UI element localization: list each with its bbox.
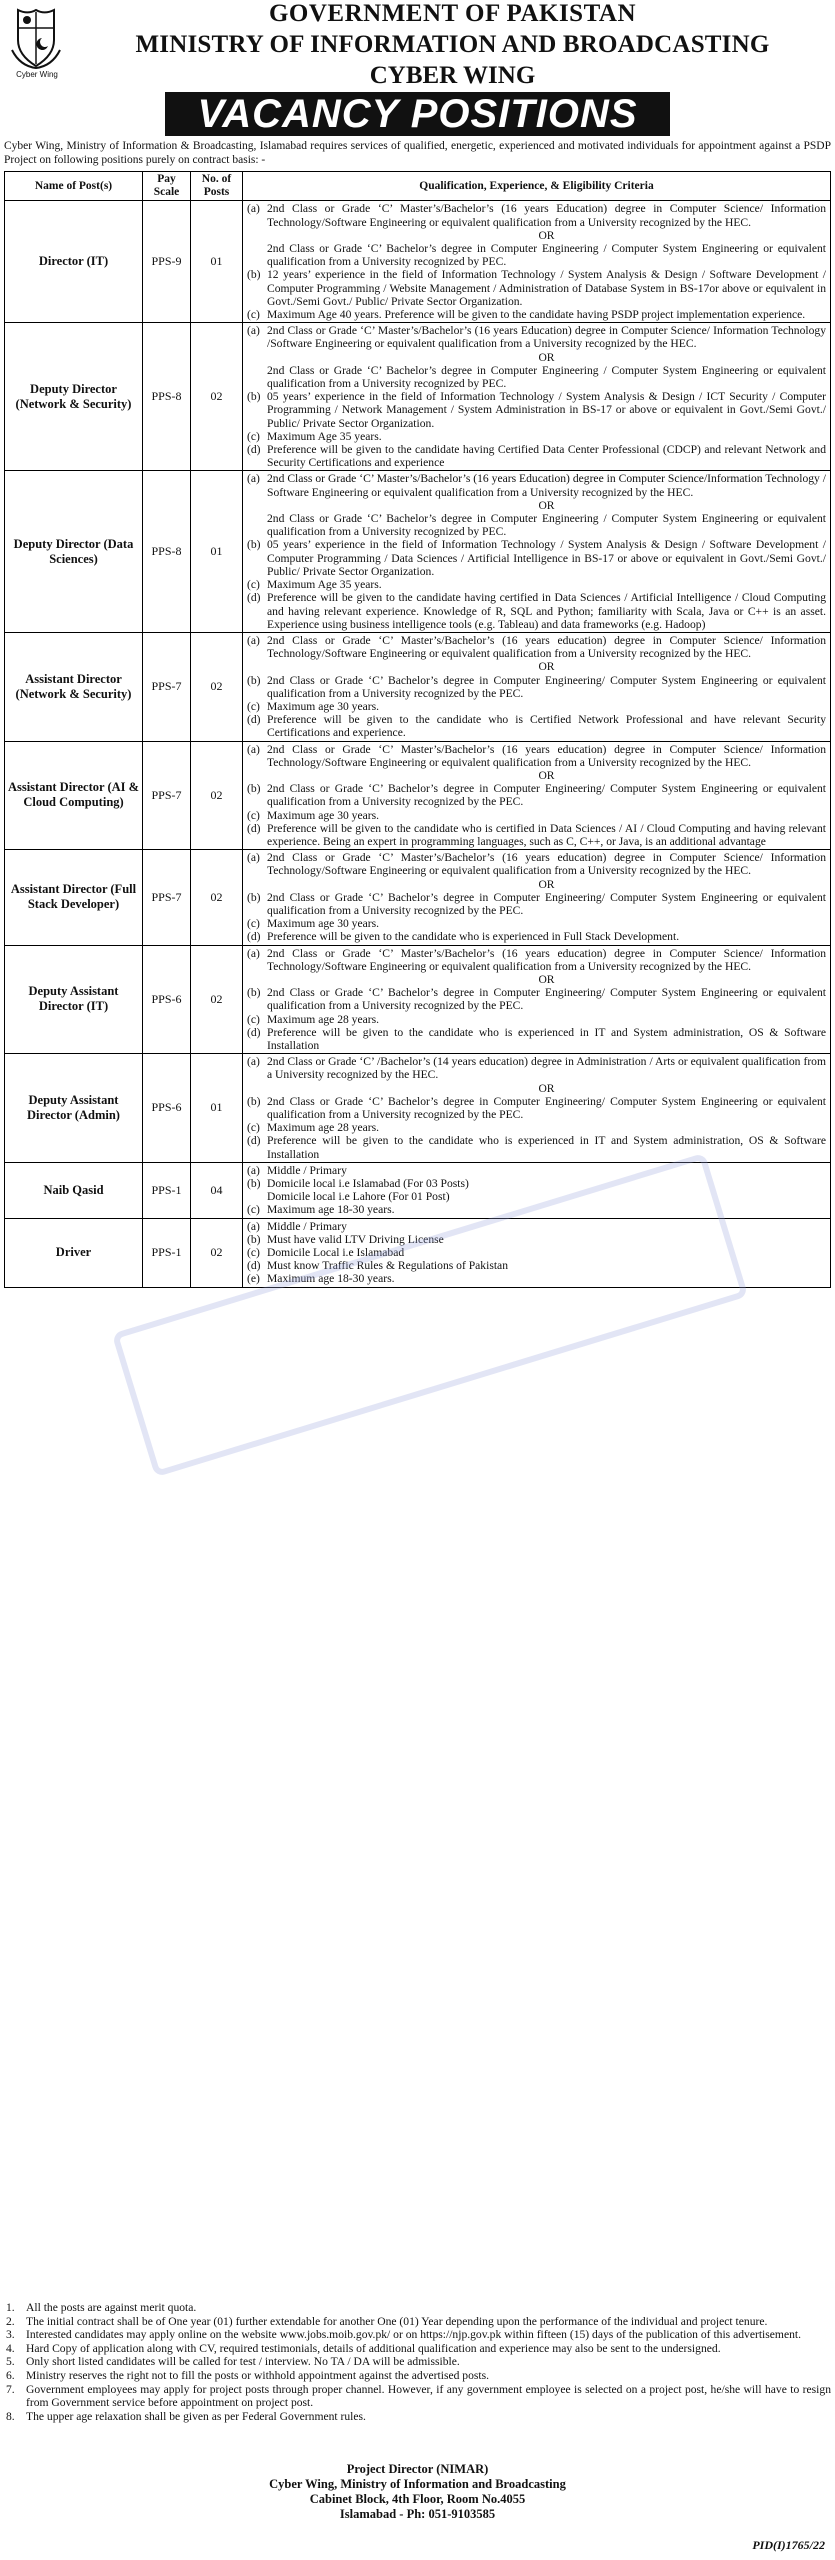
criteria-item	[245, 1233, 826, 1246]
table-header-row	[5, 172, 831, 201]
table-row	[5, 1162, 831, 1218]
criteria-item	[245, 1095, 826, 1121]
vacancy-table-body	[5, 201, 831, 1287]
post-count: 02	[191, 741, 243, 850]
criteria-item	[245, 1246, 826, 1259]
note-number: 6.	[6, 2368, 15, 2382]
post-name: Deputy Director (Network & Security)	[5, 323, 143, 471]
post-count: 01	[191, 471, 243, 632]
criteria-label: (d)	[247, 1025, 261, 1039]
criteria-item	[245, 1272, 826, 1285]
criteria-item	[245, 578, 826, 591]
notes-list	[4, 2301, 831, 2423]
post-count: 02	[191, 850, 243, 945]
criteria-label: (a)	[247, 633, 260, 647]
post-count: 01	[191, 201, 243, 323]
criteria-cell	[243, 1054, 831, 1163]
note-number: 1.	[6, 2301, 15, 2314]
pid-number: PID(I)1765/22	[752, 2538, 825, 2552]
criteria-or: OR	[538, 660, 555, 674]
criteria-item	[245, 634, 826, 660]
criteria-label: (a)	[247, 851, 260, 865]
criteria-cell	[243, 471, 831, 632]
note-number: 7.	[6, 2382, 15, 2396]
post-name: Assistant Director (Network & Security)	[5, 632, 143, 741]
note-item	[4, 2369, 831, 2383]
criteria-label: (c)	[247, 429, 260, 443]
criteria-item	[245, 1134, 826, 1160]
criteria-item	[245, 1203, 826, 1216]
criteria-cell	[243, 323, 831, 471]
criteria-label: (b)	[247, 390, 261, 404]
criteria-text: Preference will be given to the candidate who is Certified Network Professional and have relevant Security Certifications and experience.	[267, 713, 826, 740]
note-text: Interested candidates may apply online on the website www.jobs.moib.gov.pk/ or on https://njp.gov.pk within fifteen (15) days of the publication of this advertisement.	[26, 2328, 802, 2342]
criteria-or: OR	[538, 1081, 555, 1095]
table-row	[5, 850, 831, 945]
banner-wrap	[4, 92, 831, 136]
criteria-label: (a)	[247, 472, 260, 486]
post-name: Deputy Assistant Director (Admin)	[5, 1054, 143, 1163]
criteria-label: (b)	[247, 1232, 261, 1246]
post-name: Driver	[5, 1218, 143, 1287]
criteria-item	[245, 591, 826, 631]
criteria-or: OR	[538, 350, 555, 364]
criteria-text: Maximum Age 35 years.	[267, 429, 382, 443]
ministry-title: MINISTRY OF INFORMATION AND BROADCASTING	[135, 31, 770, 58]
criteria-text: Preference will be given to the candidate who is certified in Data Sciences / AI / Cloud Computing and having relevant experience. Being an expert in programming languages, such as C, C++, or Java, is an additional advantage	[267, 821, 826, 848]
table-row	[5, 1218, 831, 1287]
criteria-item	[245, 782, 826, 808]
criteria-label: (c)	[247, 1121, 260, 1135]
criteria-item	[245, 986, 826, 1012]
table-row	[5, 1054, 831, 1163]
government-title: GOVERNMENT OF PAKISTAN	[268, 0, 637, 27]
criteria-text: 2nd Class or Grade ‘C’ Master’s/Bachelor’s (16 years education) degree in Computer Science/ Information Technology/Software Engineering or equivalent qualification from a University recognized by the HEC.	[267, 851, 826, 878]
criteria-text: Maximum Age 35 years.	[267, 578, 382, 592]
vacancy-table	[4, 171, 831, 1288]
criteria-label: (c)	[247, 699, 260, 713]
criteria-text: 2nd Class or Grade ‘C’ Master’s/Bachelor’s (16 years education) degree in Computer Science/ Information Technology/Software Engineering or equivalent qualification from a University recognized by the HEC.	[267, 946, 826, 973]
criteria-label: (d)	[247, 1134, 261, 1148]
criteria-text: 2nd Class or Grade ‘C’ Master’s/Bachelor’s (16 years Education) degree in Computer Science/ Information Technology/Software Engineering or equivalent qualification from a University recognized by the HEC.	[267, 202, 826, 229]
criteria-label: (b)	[247, 538, 261, 552]
note-text: Ministry reserves the right not to fill the posts or withhold appointment against the advertised posts.	[26, 2368, 490, 2382]
criteria-label: (a)	[247, 742, 260, 756]
criteria-item	[245, 1259, 826, 1272]
criteria-item	[245, 930, 826, 943]
header-scale: Pay Scale	[143, 172, 191, 201]
criteria-item	[245, 390, 826, 430]
criteria-label: (d)	[247, 1259, 261, 1273]
criteria-or: OR	[538, 768, 555, 782]
criteria-text: Maximum Age 40 years. Preference will be given to the candidate having PSDP project implementation experience.	[267, 308, 806, 322]
criteria-label: (a)	[247, 324, 260, 338]
criteria-item	[245, 1164, 826, 1177]
pay-scale: PPS-7	[143, 632, 191, 741]
table-row	[5, 741, 831, 850]
criteria-item	[245, 1190, 826, 1203]
note-text: The initial contract shall be of One year (01) further extendable for another One (01) Year depending upon the performance of the individual and project tenure.	[26, 2314, 768, 2328]
header	[4, 0, 831, 136]
header-count: No. of Posts	[191, 172, 243, 201]
criteria-item	[245, 713, 826, 739]
note-item	[4, 2383, 831, 2410]
criteria-text: Domicile local i.e Islamabad (For 03 Posts)	[267, 1177, 469, 1191]
criteria-or: OR	[538, 972, 555, 986]
criteria-item	[245, 538, 826, 578]
criteria-item	[245, 822, 826, 848]
criteria-text: 2nd Class or Grade ‘C’ Master’s/Bachelor’s (16 years education) degree in Computer Science/ Information Technology/Software Engineering or equivalent qualification from a University recognized by the HEC.	[267, 742, 826, 769]
criteria-cell	[243, 741, 831, 850]
criteria-text: 2nd Class or Grade ‘C’ Bachelor’s degree in Computer Engineering/ Computer System Engineering or equivalent qualification from a University recognized by the PEC.	[267, 986, 826, 1013]
criteria-text: 2nd Class or Grade ‘C’ Master’s/Bachelor’s (16 years education) degree in Computer Science/ Information Technology/Software Engineering or equivalent qualification from a University recognized by the HEC.	[267, 633, 826, 661]
table-row	[5, 945, 831, 1054]
note-item	[4, 2328, 831, 2342]
note-item	[4, 2301, 831, 2315]
post-count: 02	[191, 323, 243, 471]
criteria-label: (b)	[247, 268, 261, 282]
criteria-text: Preference will be given to the candidate who is experienced in IT and System administration, OS & Software Installation	[267, 1025, 826, 1052]
note-text: Hard Copy of application along with CV, required testimonials, details of additional qualification and experience may also be sent to the undersigned.	[26, 2341, 721, 2355]
state-emblem-icon	[10, 6, 62, 70]
criteria-text: 05 years’ experience in the field of Information Technology / System Analysis & Design / Software Development / Computer Programming / Data Sciences / Artificial Intelligence in BS-17 or above or equivalent in Govt./Semi Govt./ Public/ Private Sector Organization.	[267, 538, 826, 578]
criteria-item	[245, 1121, 826, 1134]
pay-scale: PPS-7	[143, 850, 191, 945]
criteria-item	[245, 443, 826, 469]
criteria-label: (a)	[247, 946, 260, 960]
note-text: Government employees may apply for project posts through proper channel. However, if any government employee is selected on a project post, he/she will have to resign from Government service before appointment on project post.	[26, 2382, 831, 2410]
table-row	[5, 201, 831, 323]
note-number: 8.	[6, 2409, 15, 2423]
note-number: 2.	[6, 2314, 15, 2328]
note-item	[4, 2410, 831, 2424]
note-number: 3.	[6, 2328, 15, 2342]
criteria-cell	[243, 850, 831, 945]
criteria-item	[245, 1177, 826, 1190]
note-text: Only short listed candidates will be called for test / interview. No TA / DA will be admissible.	[26, 2355, 460, 2369]
criteria-text: Preference will be given to the candidate who is experienced in IT and System administration, OS & Software Installation	[267, 1134, 826, 1161]
post-count: 01	[191, 1054, 243, 1163]
note-item	[4, 2355, 831, 2369]
pay-scale: PPS-6	[143, 945, 191, 1054]
criteria-item	[245, 947, 826, 973]
criteria-cell	[243, 1162, 831, 1218]
criteria-text: 2nd Class or Grade ‘C’ Bachelor’s degree in Computer Engineering / Computer System Engineering or equivalent qualification from a University recognized by PEC.	[267, 512, 826, 539]
criteria-text: 12 years’ experience in the field of Information Technology / System Analysis & Design / Software Development / Computer Programming / Website Management / Administration of Database System in BS-17or above or equivalent in Govt./Semi Govt./ Public/ Private Sector Organization.	[267, 268, 826, 308]
criteria-item	[245, 917, 826, 930]
criteria-text: Middle / Primary	[267, 1219, 347, 1233]
signatory-address: Cabinet Block, 4th Floor, Room No.4055	[309, 2492, 526, 2506]
criteria-cell	[243, 632, 831, 741]
criteria-item	[245, 268, 826, 308]
pay-scale: PPS-6	[143, 1054, 191, 1163]
criteria-text: 2nd Class or Grade ‘C’ Bachelor’s degree in Computer Engineering/ Computer System Engineering or equivalent qualification from a University recognized by the PEC.	[267, 1094, 826, 1122]
criteria-text: Maximum age 28 years.	[267, 1012, 380, 1026]
signatory-block	[0, 2462, 835, 2522]
criteria-text: Must have valid LTV Driving License	[267, 1232, 444, 1246]
criteria-label: (d)	[247, 443, 261, 457]
criteria-text: Maximum age 18-30 years.	[267, 1203, 395, 1217]
post-name: Deputy Director (Data Sciences)	[5, 471, 143, 632]
criteria-label: (b)	[247, 1177, 261, 1191]
criteria-label: (c)	[247, 917, 260, 931]
signatory-phone: Islamabad - Ph: 051-9103585	[339, 2507, 496, 2521]
criteria-label: (b)	[247, 1094, 261, 1108]
criteria-item	[245, 308, 826, 321]
note-number: 5.	[6, 2355, 15, 2369]
criteria-cell	[243, 945, 831, 1054]
criteria-item	[245, 700, 826, 713]
criteria-label: (a)	[247, 1163, 260, 1177]
criteria-text: 2nd Class or Grade ‘C’ Bachelor’s degree in Computer Engineering/ Computer System Engineering or equivalent qualification from a University recognized by the PEC.	[267, 890, 826, 917]
criteria-text: 2nd Class or Grade ‘C’ Bachelor’s degree in Computer Engineering/ Computer System Engineering or equivalent qualification from a University recognized by the PEC.	[267, 782, 826, 809]
criteria-text: Preference will be given to the candidate having certified in Data Sciences / Artificial Intelligence / Cloud Computing and having relevant experience. Knowledge of R, SQL and Python; familiarity with Scala, Java or C++ is an asset. Experience using business intelligence tools (e.g. Tableau) and data frameworks (e.g. Hadoop)	[267, 591, 826, 631]
criteria-label: (c)	[247, 1012, 260, 1026]
criteria-text: Maximum age 30 years.	[267, 917, 380, 931]
post-count: 02	[191, 632, 243, 741]
criteria-label: (a)	[247, 1219, 260, 1233]
criteria-item	[245, 1026, 826, 1052]
header-post: Name of Post(s)	[5, 172, 143, 201]
criteria-cell	[243, 201, 831, 323]
table-row	[5, 632, 831, 741]
pay-scale: PPS-8	[143, 471, 191, 632]
criteria-text: Preference will be given to the candidate having Certified Data Center Professional (CDCP) and relevant Network and Security Certifications and experience	[267, 443, 826, 470]
criteria-text: Maximum age 28 years.	[267, 1121, 380, 1135]
criteria-item	[245, 472, 826, 498]
criteria-text: Middle / Primary	[267, 1163, 347, 1177]
note-item	[4, 2315, 831, 2329]
criteria-item	[245, 1013, 826, 1026]
emblem-caption: Cyber Wing	[16, 70, 58, 79]
criteria-text: 2nd Class or Grade ‘C’ Master’s/Bachelor’s (16 years Education) degree in Computer Science/Information Technology / Software Engineering or equivalent qualification from a University recognized by the HEC.	[267, 472, 826, 499]
note-number: 4.	[6, 2341, 15, 2355]
criteria-item	[245, 1220, 826, 1233]
table-row	[5, 471, 831, 632]
criteria-text: 05 years’ experience in the field of Information Technology / System Analysis & Design / ICT Security / Computer Programming / Network Management / System Administration in BS-17 or above or equivalent in Govt./Semi Govt./ Public/ Private Sector Organization.	[267, 390, 826, 430]
criteria-or: OR	[538, 228, 555, 242]
criteria-label: (d)	[247, 821, 261, 835]
pay-scale: PPS-7	[143, 741, 191, 850]
note-text: All the posts are against merit quota.	[26, 2301, 197, 2314]
signatory-title: Project Director (NIMAR)	[346, 2462, 489, 2476]
criteria-label: (d)	[247, 713, 261, 727]
criteria-label: (c)	[247, 1246, 260, 1260]
criteria-item	[245, 1055, 826, 1081]
intro-paragraph: Cyber Wing, Ministry of Information & Broadcasting, Islamabad requires services of qualified, energetic, experienced and motivated individuals for appointment against a PSDP Project on following positions purely on contract basis: -	[4, 140, 831, 166]
header-criteria: Qualification, Experience, & Eligibility Criteria	[243, 172, 831, 201]
note-item	[4, 2342, 831, 2356]
criteria-item	[245, 364, 826, 390]
criteria-text: 2nd Class or Grade ‘C’ /Bachelor’s (14 years education) degree in Administration / Arts or equivalent qualification from a University recognized by the HEC.	[267, 1055, 826, 1082]
post-count: 04	[191, 1162, 243, 1218]
criteria-text: 2nd Class or Grade ‘C’ Bachelor’s degree in Computer Engineering / Computer System Engineering or equivalent qualification from a University recognized by PEC.	[267, 242, 826, 269]
criteria-label: (d)	[247, 591, 261, 605]
criteria-item	[245, 743, 826, 769]
criteria-item	[245, 891, 826, 917]
criteria-label: (e)	[247, 1272, 260, 1286]
post-name: Naib Qasid	[5, 1162, 143, 1218]
post-count: 02	[191, 1218, 243, 1287]
criteria-item	[245, 809, 826, 822]
criteria-label: (b)	[247, 782, 261, 796]
post-name: Deputy Assistant Director (IT)	[5, 945, 143, 1054]
criteria-text: Domicile local i.e Lahore (For 01 Post)	[267, 1190, 450, 1204]
criteria-text: 2nd Class or Grade ‘C’ Master’s/Bachelor’s (16 years Education) degree in Computer Science/ Information Technology /Software Engineering or equivalent qualification from a University recognized by the HEC.	[267, 324, 826, 351]
post-name: Assistant Director (AI & Cloud Computing)	[5, 741, 143, 850]
criteria-item	[245, 242, 826, 268]
criteria-label: (a)	[247, 1055, 260, 1069]
post-name: Director (IT)	[5, 201, 143, 323]
wing-title: CYBER WING	[369, 62, 536, 89]
criteria-item	[245, 430, 826, 443]
post-name: Assistant Director (Full Stack Developer)	[5, 850, 143, 945]
criteria-label: (b)	[247, 890, 261, 904]
criteria-label: (c)	[247, 578, 260, 592]
criteria-text: 2nd Class or Grade ‘C’ Bachelor’s degree in Computer Engineering / Computer System Engineering or equivalent qualification from a University recognized by PEC.	[267, 363, 826, 391]
criteria-text: Maximum age 30 years.	[267, 808, 380, 822]
criteria-or: OR	[538, 877, 555, 891]
note-text: The upper age relaxation shall be given as per Federal Government rules.	[26, 2409, 366, 2423]
criteria-label: (b)	[247, 986, 261, 1000]
pay-scale: PPS-9	[143, 201, 191, 323]
criteria-label: (d)	[247, 930, 261, 944]
criteria-text: Maximum age 18-30 years.	[267, 1272, 395, 1286]
criteria-item	[245, 324, 826, 350]
criteria-text: Must know Traffic Rules & Regulations of Pakistan	[267, 1259, 509, 1273]
criteria-text: Maximum age 30 years.	[267, 699, 380, 713]
pay-scale: PPS-8	[143, 323, 191, 471]
signatory-office: Cyber Wing, Ministry of Information and Broadcasting	[269, 2477, 566, 2491]
criteria-text: Preference will be given to the candidate who is experienced in Full Stack Development.	[267, 930, 680, 944]
criteria-cell	[243, 1218, 831, 1287]
criteria-item	[245, 851, 826, 877]
criteria-label: (b)	[247, 673, 261, 687]
criteria-text: 2nd Class or Grade ‘C’ Bachelor’s degree in Computer Engineering/ Computer System Engineering or equivalent qualification from a University recognized by the PEC.	[267, 673, 826, 700]
criteria-text: Domicile Local i.e Islamabad	[267, 1246, 405, 1260]
criteria-label: (c)	[247, 808, 260, 822]
pay-scale: PPS-1	[143, 1162, 191, 1218]
criteria-item	[245, 674, 826, 700]
criteria-or: OR	[538, 498, 555, 512]
criteria-label: (c)	[247, 308, 260, 322]
criteria-item	[245, 202, 826, 228]
table-row	[5, 323, 831, 471]
criteria-label: (a)	[247, 202, 260, 216]
criteria-item	[245, 512, 826, 538]
post-count: 02	[191, 945, 243, 1054]
criteria-label: (c)	[247, 1203, 260, 1217]
pay-scale: PPS-1	[143, 1218, 191, 1287]
vacancy-banner: VACANCY POSITIONS	[165, 92, 669, 136]
